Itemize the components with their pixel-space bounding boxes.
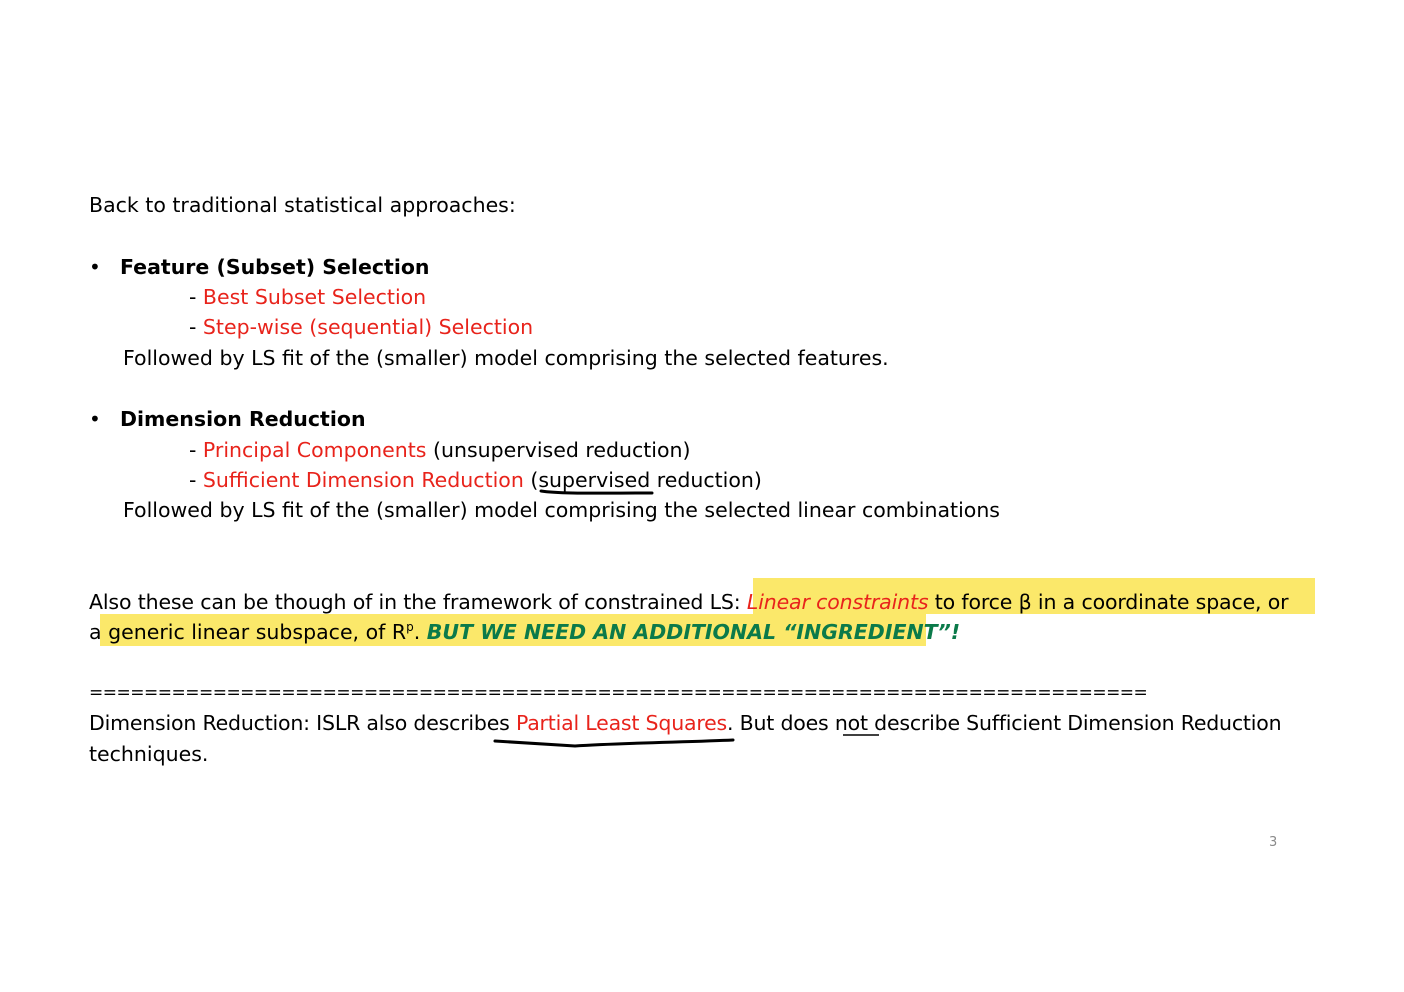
page-number: 3: [1269, 835, 1278, 850]
separator-line: =============================================================================: [89, 683, 1148, 703]
item-name: Step-wise (sequential) Selection: [202, 315, 534, 339]
list-item-sufficient-dimension-reduction: [189, 465, 762, 495]
followup-dimension-reduction: Followed by LS fit of the (smaller) model comprising the selected linear combinations: [123, 498, 1000, 522]
followup-feature-selection: Followed by LS fit of the (smaller) model comprising the selected features.: [123, 346, 889, 370]
heading-feature-selection: Feature (Subset) Selection: [120, 255, 430, 279]
list-item-best-subset: [189, 282, 426, 312]
dash: -: [189, 315, 203, 339]
closing-line-2: techniques.: [89, 742, 209, 766]
superscript-p: p: [406, 620, 414, 635]
item-note: (unsupervised reduction): [426, 438, 691, 462]
item-note-close: reduction): [650, 468, 762, 492]
supervised-word: supervised: [538, 468, 651, 492]
constraint-prefix: Also these can be though of in the framework of constrained LS:: [89, 590, 747, 614]
additional-ingredient-emphasis: BUT WE NEED AN ADDITIONAL “INGREDIENT”!: [426, 620, 961, 644]
generic-subspace-text: generic linear subspace, of R: [108, 620, 407, 644]
constraint-line-2: [89, 617, 960, 647]
dash: -: [189, 438, 203, 462]
list-item-stepwise: [189, 312, 533, 342]
heading-dimension-reduction: Dimension Reduction: [120, 407, 366, 431]
ink-underline-partial-least-squares: [495, 740, 733, 746]
closing-prefix: Dimension Reduction: ISLR also describes: [89, 711, 516, 735]
item-note-open: (: [523, 468, 539, 492]
closing-middle: . But does: [727, 711, 835, 735]
closing-line-1: [89, 708, 1281, 738]
dash: -: [189, 285, 203, 309]
list-item-principal-components: [189, 435, 691, 465]
constraint-suffix: to force β in a coordinate space, or: [928, 590, 1289, 614]
constraint-line-1: [89, 587, 1288, 617]
dash: -: [189, 468, 203, 492]
bullet-dimension-reduction: •: [89, 407, 101, 431]
constraint-line2-prefix: a: [89, 620, 109, 644]
item-name: Sufficient Dimension Reduction: [202, 468, 524, 492]
item-name: Best Subset Selection: [202, 285, 427, 309]
closing-suffix: describe Sufficient Dimension Reduction: [867, 711, 1282, 735]
constraint-dot: .: [413, 620, 427, 644]
bullet-feature-selection: •: [89, 255, 101, 279]
item-name: Principal Components: [202, 438, 427, 462]
not-word: not: [834, 711, 868, 735]
linear-constraints-term: Linear constraints: [746, 590, 929, 614]
partial-least-squares-term: Partial Least Squares: [515, 711, 728, 735]
intro-text: Back to traditional statistical approaches:: [89, 193, 516, 217]
